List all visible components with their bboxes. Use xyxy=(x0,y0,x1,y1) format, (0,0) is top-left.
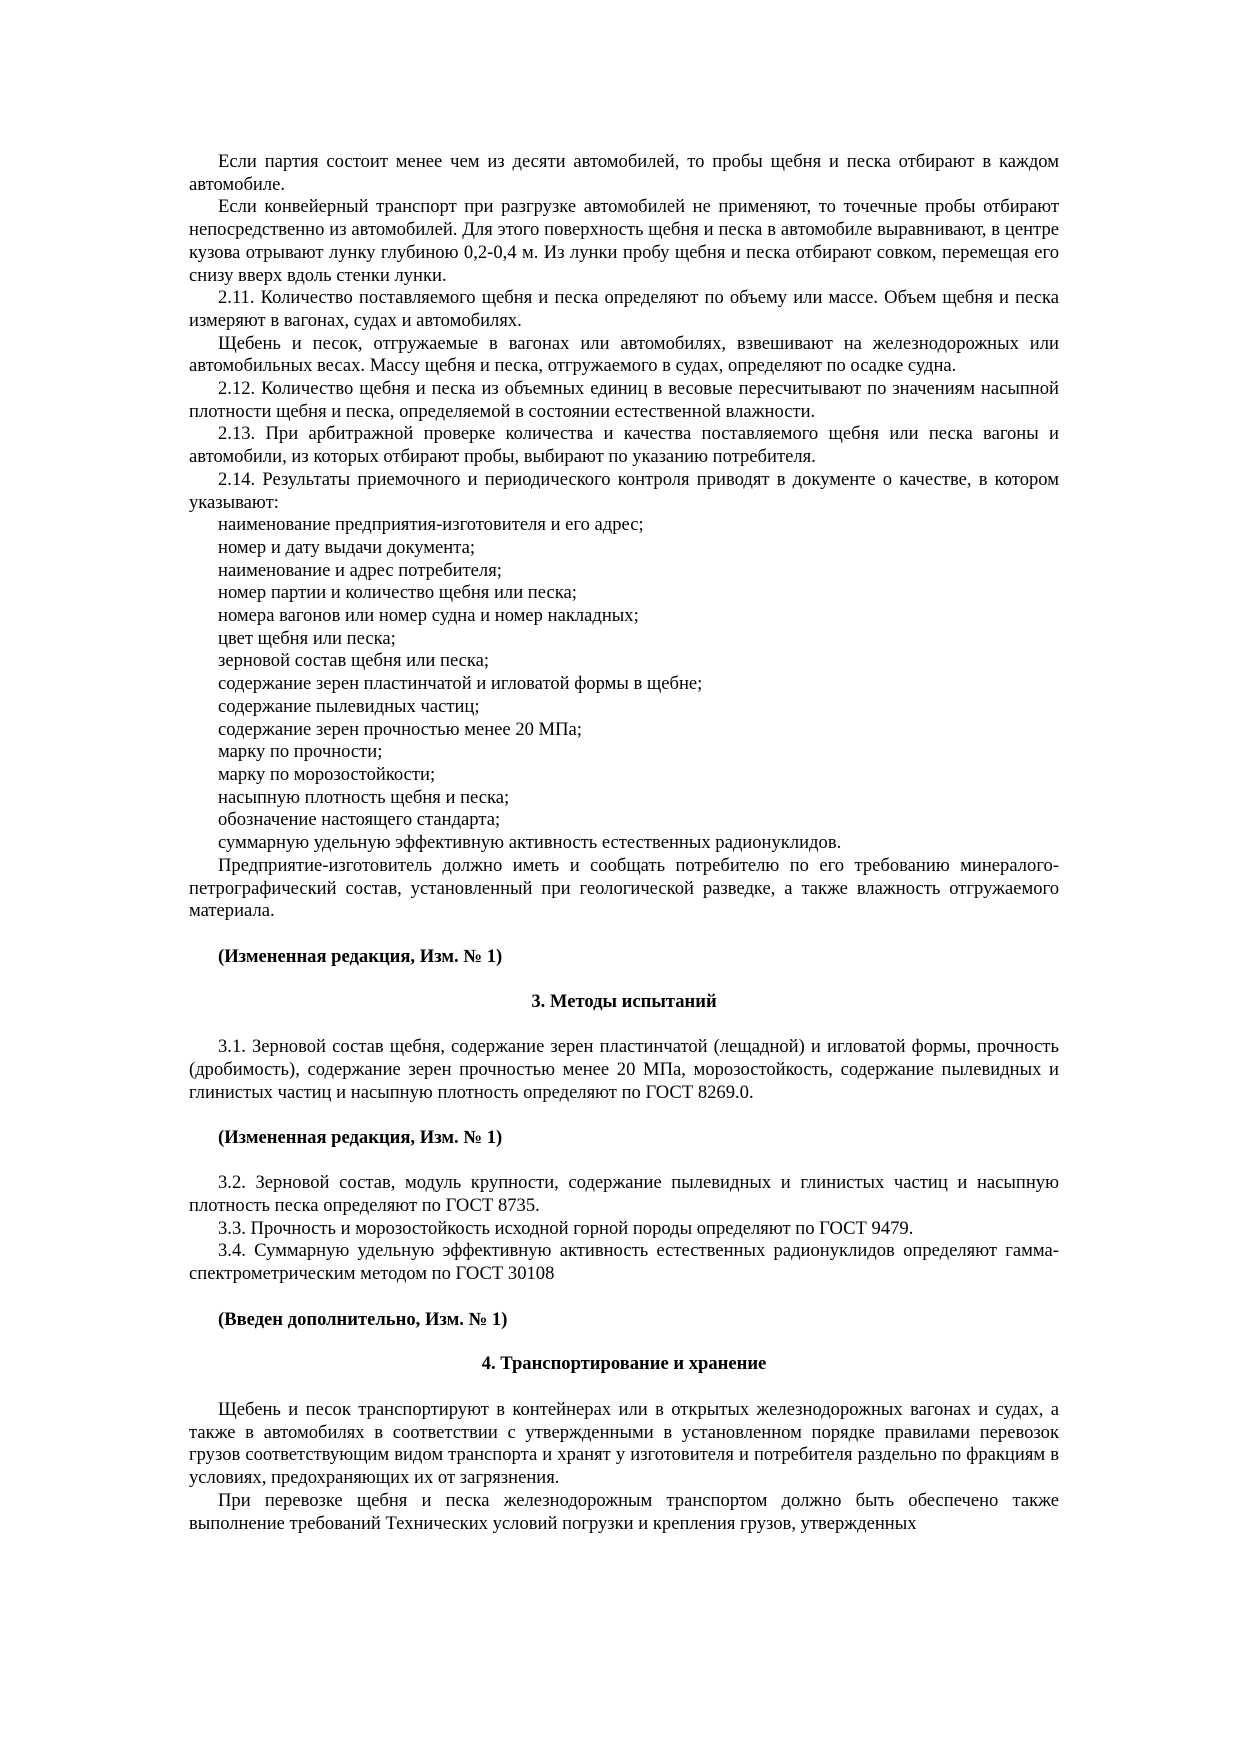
list-item: зерновой состав щебня или песка; xyxy=(218,650,490,672)
paragraph-2-14: 2.14. Результаты приемочного и периодического контроля приводят в документе о качестве, в котором указывают: xyxy=(189,468,1059,513)
list-item: содержание зерен пластинчатой и игловатой формы в щебне; xyxy=(218,673,703,695)
list-item: обозначение настоящего стандарта; xyxy=(218,809,501,831)
list-item: наименование предприятия-изготовителя и его адрес; xyxy=(218,514,644,536)
list-item: наименование и адрес потребителя; xyxy=(218,559,502,581)
list-item: марку по морозостойкости; xyxy=(218,763,436,785)
paragraph-2-13: 2.13. При арбитражной проверке количества и качества поставляемого щебня или песка вагоны и автомобили, из которых отбирают пробы, выбирают по указанию потребителя. xyxy=(189,423,1059,468)
list-item: суммарную удельную эффективную активность естественных радионуклидов. xyxy=(218,832,842,854)
list-item: содержание пылевидных частиц; xyxy=(218,695,480,717)
amendment-note: (Введен дополнительно, Изм. № 1) xyxy=(218,1308,508,1330)
paragraph-3-2: 3.2. Зерновой состав, модуль крупности, содержание пылевидных и глинистых частиц и насыпную плотность песка определяют по ГОСТ 8735. xyxy=(189,1172,1059,1216)
paragraph-4-2: При перевозке щебня и песка железнодорожным транспортом должно быть обеспечено также выполнение требований Технических условий погрузки и крепления грузов, утвержденных xyxy=(189,1489,1059,1534)
paragraph-3-3: 3.3. Прочность и морозостойкость исходной горной породы определяют по ГОСТ 9479. xyxy=(218,1217,914,1239)
paragraph-4-1: Щебень и песок транспортируют в контейнерах или в открытых железнодорожных вагонах и судах, а также в автомобилях в соответствии с утвержденными в установленном порядке правилами перевозок грузов соответствующим видом транспорта и хранят у изготовителя и потребителя раздельно по фракциям в условиях, предохраняющих их от загрязнения. xyxy=(189,1399,1059,1489)
amendment-note: (Измененная редакция, Изм. № 1) xyxy=(218,1127,503,1149)
section-heading-test-methods: 3. Методы испытаний xyxy=(531,990,717,1012)
list-item: номер партии и количество щебня или песка; xyxy=(218,582,577,604)
list-item: насыпную плотность щебня и песка; xyxy=(218,786,510,808)
list-item: марку по прочности; xyxy=(218,741,383,763)
list-item: цвет щебня или песка; xyxy=(218,627,396,649)
list-item: номер и дату выдачи документа; xyxy=(218,536,476,558)
list-item: содержание зерен прочностью менее 20 МПа; xyxy=(218,718,582,740)
paragraph-2-12: 2.12. Количество щебня и песка из объемных единиц в весовые пересчитывают по значениям насыпной плотности щебня и песка, определяемой в состоянии естественной влажности. xyxy=(189,378,1059,422)
paragraph-sampling-from-cars: Если конвейерный транспорт при разгрузке автомобилей не применяют, то точечные пробы отбирают непосредственно из автомобилей. Для этого поверхность щебня и песка в автомобиле выравнивают, в центре кузова отрывают лунку глубиною 0,2-0,4 м. Из лунки пробу щебня и песка отбирают совком, перемещая его снизу вверх вдоль стенки лунки. xyxy=(189,196,1059,286)
amendment-note: (Измененная редакция, Изм. № 1) xyxy=(218,945,503,967)
paragraph-2-11: 2.11. Количество поставляемого щебня и песка определяют по объему или массе. Объем щебня и песка измеряют в вагонах, судах и автомобилях. xyxy=(189,287,1059,331)
paragraph-weighing: Щебень и песок, отгружаемые в вагонах или автомобилях, взвешивают на железнодорожных или автомобильных весах. Массу щебня и песка, отгружаемого в судах, определяют по осадке судна. xyxy=(189,332,1059,377)
paragraph-batch-cars: Если партия состоит менее чем из десяти автомобилей, то пробы щебня и песка отбирают в каждом автомобиле. xyxy=(189,151,1059,195)
paragraph-manufacturer-info: Предприятие-изготовитель должно иметь и сообщать потребителю по его требованию минералого-петрографический состав, установленный при геологической разведке, а также влажность отгружаемого материала. xyxy=(189,854,1059,922)
document-page xyxy=(189,151,1059,1535)
list-item: номера вагонов или номер судна и номер накладных; xyxy=(218,605,639,627)
paragraph-3-4: 3.4. Суммарную удельную эффективную активность естественных радионуклидов определяют гамма-спектрометрическим методом по ГОСТ 30108 xyxy=(189,1240,1059,1284)
paragraph-3-1: 3.1. Зерновой состав щебня, содержание зерен пластинчатой (лещадной) и игловатой формы, прочность (дробимость), содержание зерен прочностью менее 20 МПа, морозостойкость, содержание пылевидных и глинистых частиц и насыпную плотность определяют по ГОСТ 8269.0. xyxy=(189,1036,1059,1103)
section-heading-transport-storage: 4. Транспортирование и хранение xyxy=(481,1353,767,1375)
